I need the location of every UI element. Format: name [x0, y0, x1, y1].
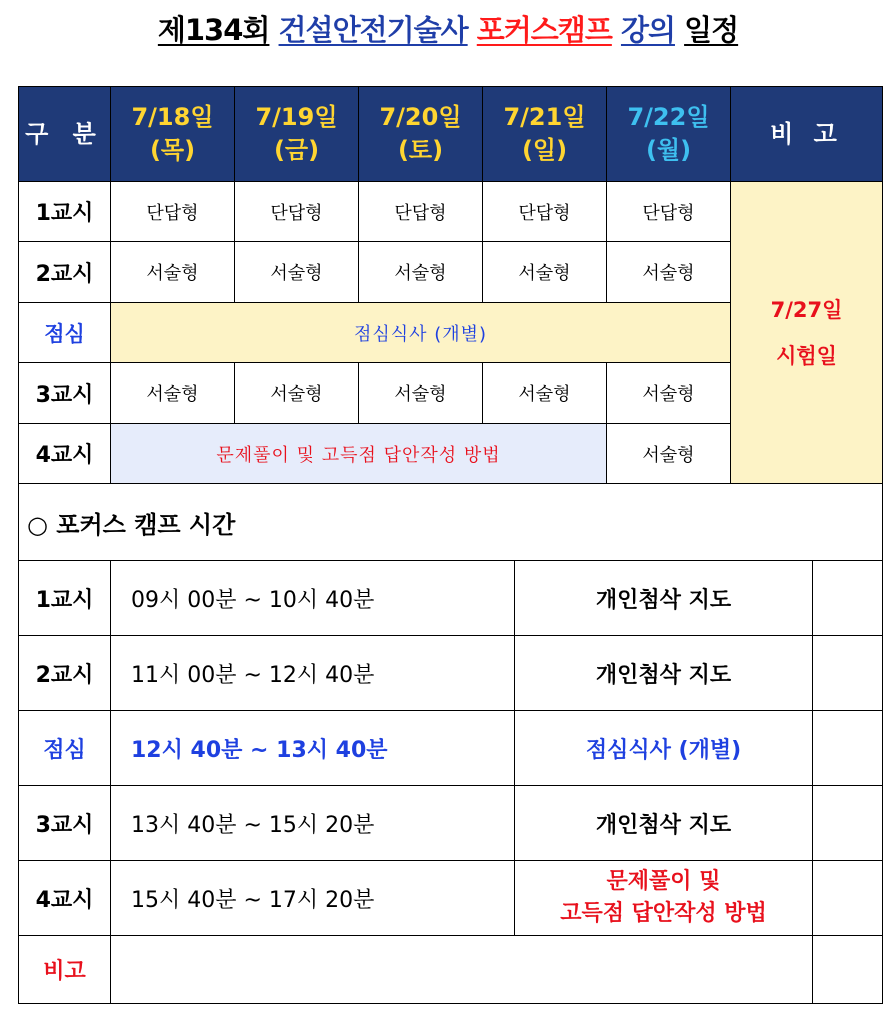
schedule-header-row	[19, 87, 883, 182]
header-day	[111, 87, 235, 182]
header-day	[235, 87, 359, 182]
schedule-cell: 서술형	[607, 242, 731, 303]
time-range: 13시 40분 ~ 15시 20분	[111, 786, 515, 861]
note-label: 비고	[19, 936, 111, 1004]
period-label: 1교시	[19, 561, 111, 636]
empty-cell	[813, 636, 883, 711]
activity: 개인첨삭 지도	[515, 786, 813, 861]
schedule-row	[19, 182, 883, 242]
lecture-schedule-table	[18, 86, 883, 484]
period-label: 2교시	[19, 636, 111, 711]
header-day	[483, 87, 607, 182]
camp-heading-row	[19, 484, 883, 561]
period-label: 점심	[19, 711, 111, 786]
camp-row	[19, 711, 883, 786]
activity	[515, 861, 813, 936]
time-range: 12시 40분 ~ 13시 40분	[111, 711, 515, 786]
day-weekday: (목)	[149, 136, 196, 164]
period-label: 1교시	[19, 182, 111, 242]
lunch-cell: 점심식사 (개별)	[111, 303, 731, 363]
section-heading: ○ 포커스 캠프 시간	[19, 484, 883, 561]
title-camp: 포커스캠프	[476, 13, 612, 47]
schedule-cell: 서술형	[235, 363, 359, 424]
period-label: 3교시	[19, 363, 111, 424]
schedule-cell: 서술형	[235, 242, 359, 303]
empty-cell	[813, 861, 883, 936]
camp-note-row	[19, 936, 883, 1004]
day-date: 7/21일	[503, 103, 586, 131]
day-date: 7/18일	[131, 103, 214, 131]
method-cell: 문제풀이 및 고득점 답안작성 방법	[111, 424, 607, 484]
header-day	[359, 87, 483, 182]
schedule-cell: 서술형	[607, 424, 731, 484]
camp-row	[19, 636, 883, 711]
exam-date-note	[731, 182, 883, 484]
activity: 개인첨삭 지도	[515, 561, 813, 636]
page-title	[0, 8, 896, 49]
period-label: 점심	[19, 303, 111, 363]
camp-row	[19, 786, 883, 861]
activity: 개인첨삭 지도	[515, 636, 813, 711]
schedule-cell: 단답형	[607, 182, 731, 242]
activity-line: 문제풀이 및	[606, 869, 721, 894]
time-range: 15시 40분 ~ 17시 20분	[111, 861, 515, 936]
empty-cell	[813, 561, 883, 636]
day-date: 7/22일	[627, 103, 710, 131]
schedule-cell: 단답형	[111, 182, 235, 242]
schedule-cell: 단답형	[359, 182, 483, 242]
empty-cell	[813, 786, 883, 861]
activity-line: 고득점 답안작성 방법	[560, 901, 767, 926]
schedule-cell: 서술형	[607, 363, 731, 424]
note-cell	[111, 936, 813, 1004]
title-subject: 건설안전기술사	[278, 13, 468, 47]
empty-cell	[813, 936, 883, 1004]
day-weekday: (일)	[521, 136, 568, 164]
schedule-cell: 서술형	[483, 242, 607, 303]
camp-row	[19, 561, 883, 636]
day-date: 7/19일	[255, 103, 338, 131]
period-label: 4교시	[19, 861, 111, 936]
schedule-cell: 서술형	[359, 363, 483, 424]
period-label: 4교시	[19, 424, 111, 484]
title-lecture: 강의	[620, 13, 675, 47]
schedule-cell: 단답형	[235, 182, 359, 242]
schedule-cell: 서술형	[483, 363, 607, 424]
schedule-cell: 서술형	[111, 242, 235, 303]
camp-row	[19, 861, 883, 936]
empty-cell	[813, 711, 883, 786]
schedule-cell: 서술형	[111, 363, 235, 424]
schedule-cell: 서술형	[359, 242, 483, 303]
exam-date: 7/27일	[770, 297, 843, 322]
header-division: 구 분	[19, 87, 111, 182]
period-label: 2교시	[19, 242, 111, 303]
period-label: 3교시	[19, 786, 111, 861]
camp-time-table	[18, 483, 883, 1004]
header-note: 비 고	[731, 87, 883, 182]
header-day	[607, 87, 731, 182]
day-weekday: (월)	[645, 136, 692, 164]
time-range: 09시 00분 ~ 10시 40분	[111, 561, 515, 636]
schedule-cell: 단답형	[483, 182, 607, 242]
time-range: 11시 00분 ~ 12시 40분	[111, 636, 515, 711]
activity: 점심식사 (개별)	[515, 711, 813, 786]
title-session: 제134회	[157, 13, 270, 47]
day-date: 7/20일	[379, 103, 462, 131]
exam-label: 시험일	[776, 343, 837, 368]
day-weekday: (토)	[397, 136, 444, 164]
day-weekday: (금)	[273, 136, 320, 164]
title-schedule: 일정	[684, 13, 739, 47]
